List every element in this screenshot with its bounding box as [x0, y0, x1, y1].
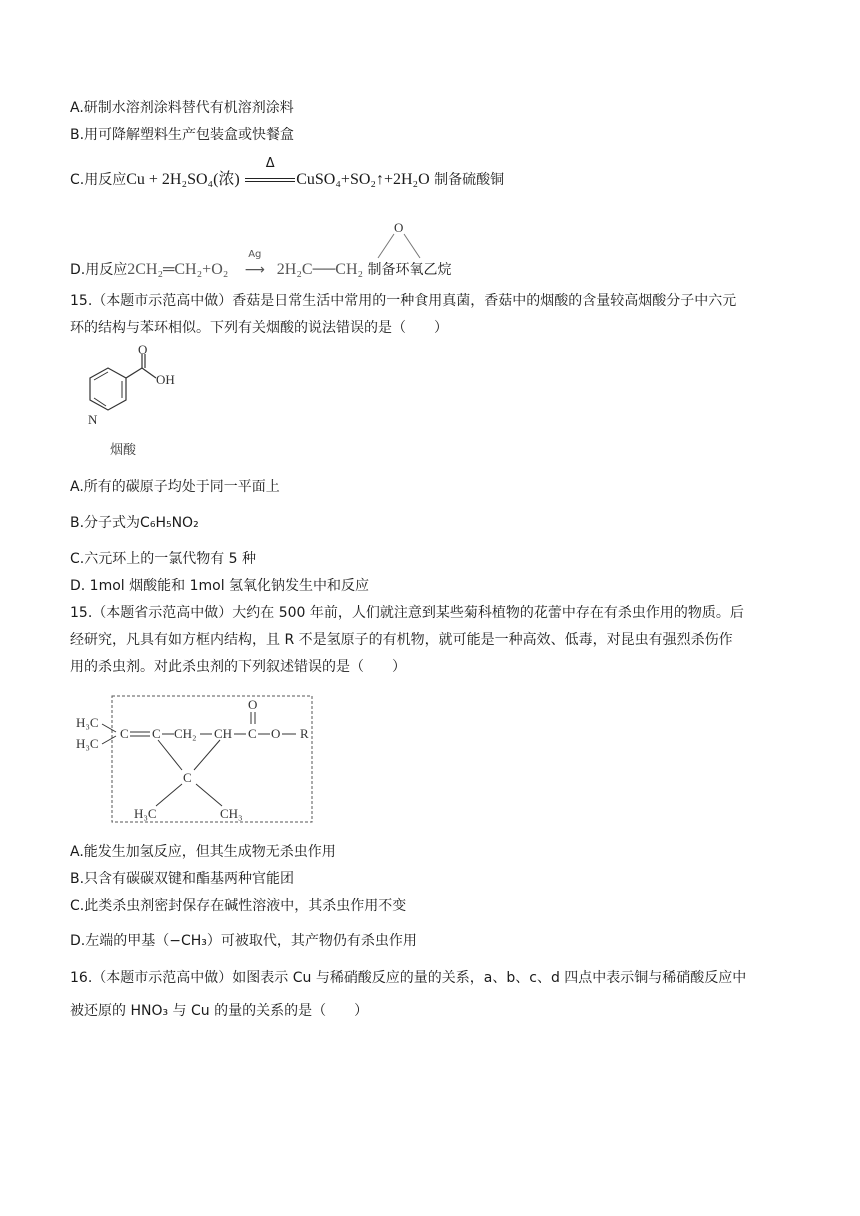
option-c-prev	[70, 156, 505, 190]
option-d-prefix: D.用反应	[70, 262, 128, 278]
q15b-option-a: A.能发生加氢反应，但其生成物无杀虫作用	[70, 844, 336, 860]
h3c-mid-label: H₃C	[76, 736, 99, 751]
insecticide-structure	[70, 692, 320, 830]
q15a-option-c: C.六元环上的一氯代物有 5 种	[70, 551, 257, 567]
ring-c-label: C	[183, 770, 192, 785]
option-c-prefix: C.用反应	[70, 172, 127, 188]
heat-condition: Δ	[265, 156, 275, 171]
q15a-stem-line2: 环的结构与苯环相似。下列有关烟酸的说法错误的是（ ）	[70, 320, 448, 336]
q15b-option-d: D.左端的甲基（−CH₃）可被取代，其产物仍有杀虫作用	[70, 933, 417, 949]
ester-o-label: O	[271, 726, 281, 741]
q16-stem-line2: 被还原的 HNO₃ 与 Cu 的量的关系的是（ ）	[70, 1003, 369, 1019]
option-d-prev	[70, 249, 452, 280]
carbonyl-o-label: O	[248, 697, 258, 712]
carbonyl-oxygen-label: O	[138, 342, 148, 357]
nitrogen-label: N	[88, 412, 98, 427]
q15b-stem-line3: 用的杀虫剂。对此杀虫剂的下列叙述错误的是（ ）	[70, 659, 406, 675]
q15b-option-b: B.只含有碳碳双键和酯基两种官能团	[70, 871, 295, 887]
q15a-option-d: D. 1mol 烟酸能和 1mol 氢氧化钠发生中和反应	[70, 578, 370, 594]
option-c-suffix: 制备硫酸铜	[434, 172, 505, 188]
equilibrium-arrow	[244, 156, 296, 190]
c1-label: C	[120, 726, 129, 741]
option-b-prev: B.用可降解塑料生产包装盒或快餐盒	[70, 127, 295, 143]
epoxide-ring-diagram	[360, 214, 440, 262]
ch3-bottom-label: CH₃	[220, 806, 243, 821]
q15b-stem-line2: 经研究，凡具有如方框内结构，且 R 不是氢原子的有机物，就可能是一种高效、低毒，对昆虫有强烈杀伤作	[70, 632, 733, 648]
carbonyl-c-label: C	[248, 726, 257, 741]
option-a-prev: A.研制水溶剂涂料替代有机溶剂涂料	[70, 100, 294, 116]
q15b-option-c: C.此类杀虫剂密封保存在碱性溶液中，其杀虫作用不变	[70, 898, 407, 914]
option-d-products: 2H₂C──CH₂	[276, 261, 364, 278]
q16-stem-line1: 16.（本题市示范高中做）如图表示 Cu 与稀硝酸反应的量的关系，a、b、c、d 四点中表示铜与稀硝酸反应中	[70, 970, 747, 986]
reaction-arrow: Ag ⟶	[233, 260, 277, 280]
option-d-suffix: 制备环氧乙烷	[367, 262, 452, 278]
h3c-top-label: H₃C	[76, 715, 99, 730]
q15a-stem-line1: 15.（本题市示范高中做）香菇是日常生活中常用的一种食用真菌，香菇中的烟酸的含量较高烟酸分子中六元	[70, 293, 737, 309]
figure-caption: 烟酸	[110, 443, 137, 458]
catalyst-label: Ag	[248, 249, 262, 260]
option-c-products: CuSO₄+SO₂↑+2H₂O	[296, 171, 430, 188]
c2-label: C	[152, 726, 161, 741]
epoxide-oxygen: O	[394, 220, 404, 235]
q15a-option-a: A.所有的碳原子均处于同一平面上	[70, 479, 280, 495]
h3c-bottom-label: H₃C	[134, 806, 157, 821]
nicotinic-acid-structure	[70, 342, 190, 462]
r-group-label: R	[300, 726, 309, 741]
ch2-label: CH₂	[174, 726, 197, 741]
q15b-stem-line1: 15.（本题省示范高中做）大约在 500 年前，人们就注意到某些菊科植物的花蕾中存在有杀虫作用的物质。后	[70, 605, 744, 621]
option-c-reactants: Cu + 2H₂SO₄(浓)	[126, 171, 240, 188]
hydroxyl-label: OH	[156, 372, 175, 387]
q15a-option-b: B.分子式为C₆H₅NO₂	[70, 515, 199, 531]
option-d-reactants: 2CH₂═CH₂+O₂	[127, 261, 229, 278]
ch-label: CH	[214, 726, 233, 741]
dashed-box	[112, 696, 312, 822]
